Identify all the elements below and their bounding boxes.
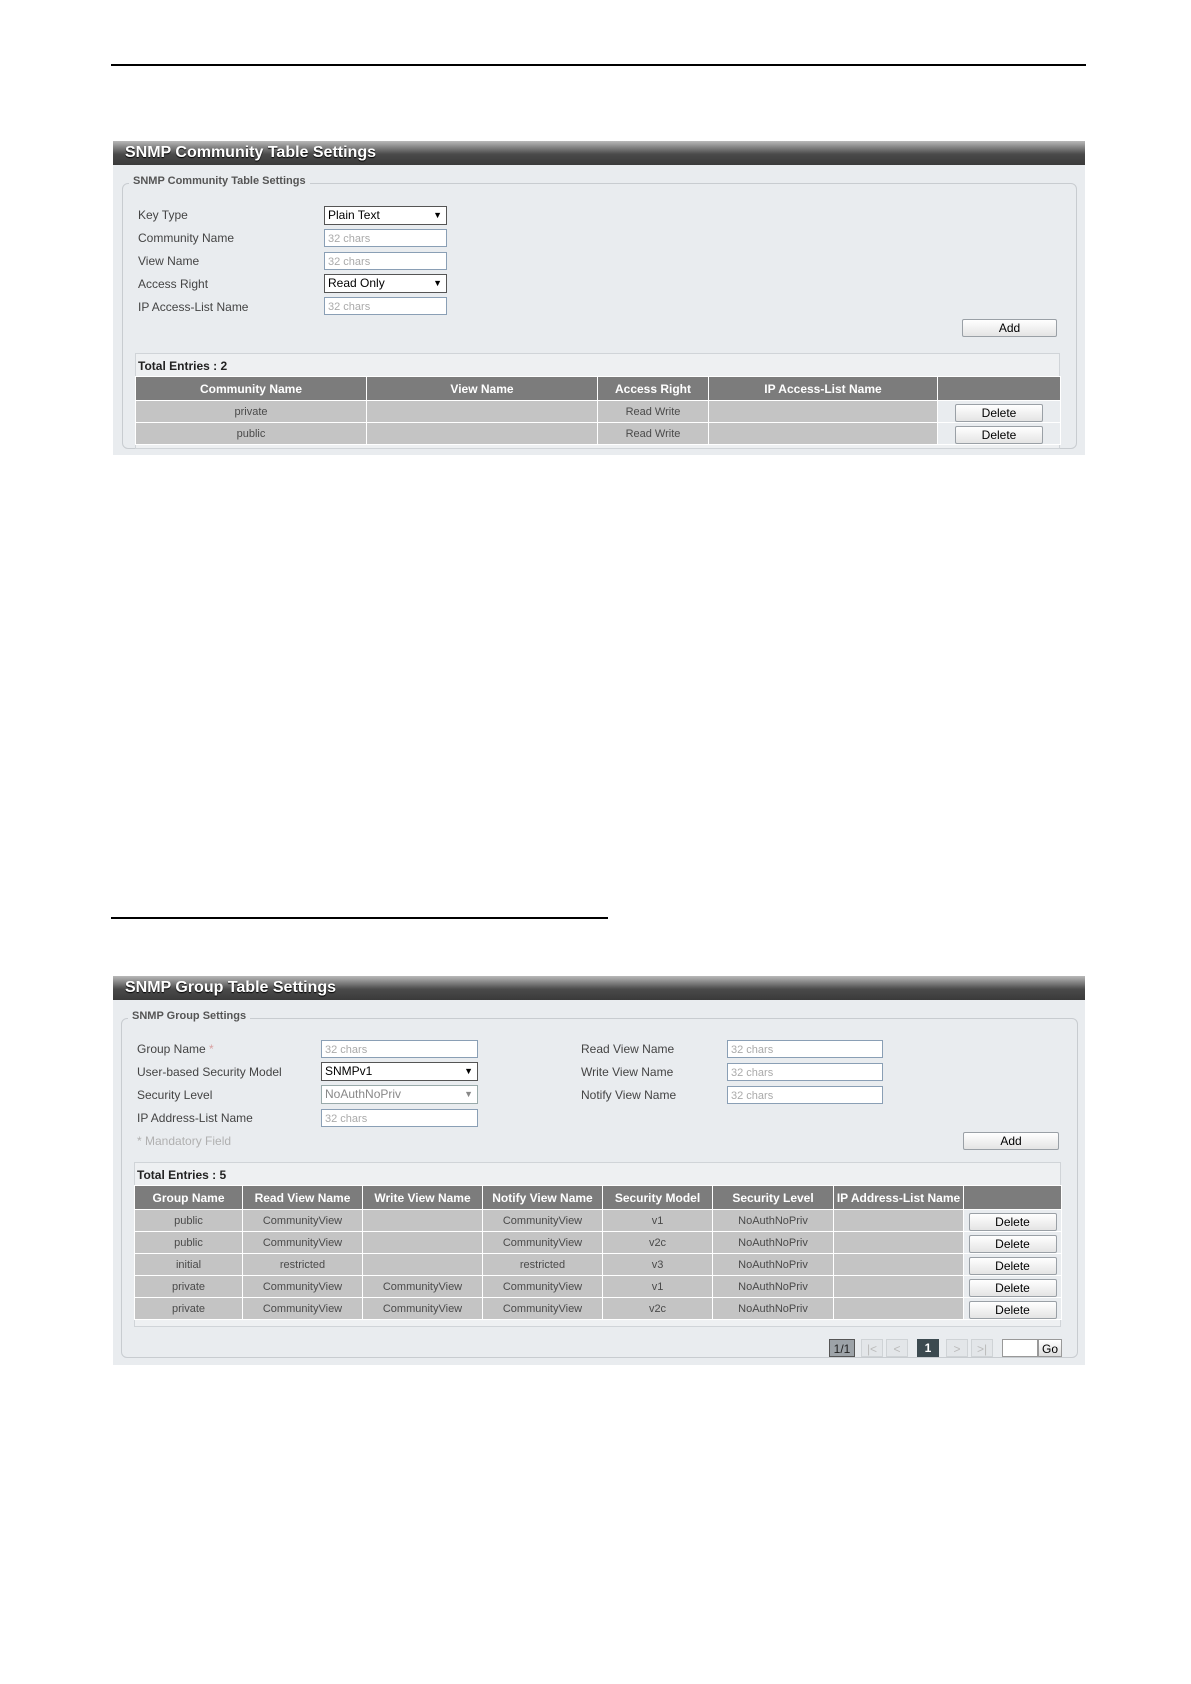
cell-read-view: restricted xyxy=(243,1254,363,1276)
pagination xyxy=(829,1339,1069,1357)
cell-action xyxy=(964,1298,1062,1320)
cell-access-right: Read Write xyxy=(598,423,709,445)
write-view-name-input[interactable]: 32 chars xyxy=(727,1063,883,1081)
cell-security-level: NoAuthNoPriv xyxy=(713,1254,834,1276)
column-header: Security Level xyxy=(713,1186,834,1210)
column-header: Security Model xyxy=(603,1186,713,1210)
chevron-down-icon: ▼ xyxy=(464,1089,473,1099)
group-add-button[interactable]: Add xyxy=(963,1132,1059,1150)
cell-notify-view: CommunityView xyxy=(483,1232,603,1254)
chevron-down-icon: ▼ xyxy=(433,210,442,220)
access-right-select[interactable] xyxy=(324,274,447,293)
read-view-name-input[interactable]: 32 chars xyxy=(727,1040,883,1058)
key-type-label: Key Type xyxy=(138,208,188,222)
column-header: View Name xyxy=(367,377,598,401)
cell-notify-view: CommunityView xyxy=(483,1298,603,1320)
cell-notify-view: restricted xyxy=(483,1254,603,1276)
cell-read-view: CommunityView xyxy=(243,1232,363,1254)
table-row xyxy=(136,401,1061,423)
group-total-entries: Total Entries : 5 xyxy=(137,1168,227,1182)
community-name-input[interactable]: 32 chars xyxy=(324,229,447,247)
mandatory-field-note: * Mandatory Field xyxy=(137,1134,232,1148)
key-type-value: Plain Text xyxy=(328,208,380,222)
cell-action xyxy=(938,401,1061,423)
page-info: 1/1 xyxy=(829,1339,855,1357)
community-name-label: Community Name xyxy=(138,231,235,245)
column-header: IP Address-List Name xyxy=(834,1186,964,1210)
cell-security-level: NoAuthNoPriv xyxy=(713,1210,834,1232)
cell-security-model: v3 xyxy=(603,1254,713,1276)
notify-view-name-input[interactable]: 32 chars xyxy=(727,1086,883,1104)
cell-write-view: CommunityView xyxy=(363,1276,483,1298)
column-header: IP Access-List Name xyxy=(709,377,938,401)
cell-security-model: v1 xyxy=(603,1276,713,1298)
cell-action xyxy=(964,1254,1062,1276)
ip-access-list-label: IP Access-List Name xyxy=(138,300,249,314)
column-header: Group Name xyxy=(135,1186,243,1210)
delete-button[interactable]: Delete xyxy=(969,1301,1057,1319)
next-page-button[interactable]: > xyxy=(946,1339,968,1357)
access-right-value: Read Only xyxy=(328,276,385,290)
read-view-name-label: Read View Name xyxy=(581,1042,675,1056)
snmp-group-panel xyxy=(113,976,1085,1365)
community-legend: SNMP Community Table Settings xyxy=(129,175,310,187)
ip-access-list-input[interactable]: 32 chars xyxy=(324,297,447,315)
last-page-button[interactable]: >| xyxy=(971,1339,993,1357)
usm-label: User-based Security Model xyxy=(137,1065,282,1079)
cell-ip-access-list xyxy=(709,423,938,445)
delete-button[interactable]: Delete xyxy=(969,1235,1057,1253)
cell-action xyxy=(964,1210,1062,1232)
delete-button[interactable]: Delete xyxy=(955,404,1043,422)
access-right-label: Access Right xyxy=(138,277,209,291)
community-table xyxy=(135,376,1061,445)
cell-action xyxy=(964,1232,1062,1254)
view-name-input[interactable]: 32 chars xyxy=(324,252,447,270)
delete-button[interactable]: Delete xyxy=(969,1257,1057,1275)
mandatory-star: * xyxy=(209,1042,214,1056)
group-name-label-text: Group Name xyxy=(137,1042,206,1056)
usm-value: SNMPv1 xyxy=(325,1064,373,1078)
cell-ip-address-list xyxy=(834,1254,964,1276)
security-level-select[interactable] xyxy=(321,1085,478,1104)
cell-view-name xyxy=(367,423,598,445)
cell-group-name: public xyxy=(135,1232,243,1254)
cell-security-level: NoAuthNoPriv xyxy=(713,1232,834,1254)
column-header xyxy=(964,1186,1062,1210)
community-add-button[interactable]: Add xyxy=(962,319,1057,337)
cell-action xyxy=(964,1276,1062,1298)
group-name-input[interactable]: 32 chars xyxy=(321,1040,478,1058)
table-row xyxy=(135,1276,1062,1298)
snmp-community-panel xyxy=(113,141,1085,455)
write-view-name-label: Write View Name xyxy=(581,1065,674,1079)
current-page-button[interactable]: 1 xyxy=(917,1339,939,1357)
chevron-down-icon: ▼ xyxy=(464,1066,473,1076)
chevron-down-icon: ▼ xyxy=(433,278,442,288)
cell-community-name: public xyxy=(136,423,367,445)
top-rule xyxy=(111,64,1086,66)
section-separator-rule xyxy=(111,917,608,919)
cell-group-name: private xyxy=(135,1276,243,1298)
table-row xyxy=(135,1254,1062,1276)
view-name-label: View Name xyxy=(138,254,200,268)
cell-security-model: v2c xyxy=(603,1298,713,1320)
column-header: Access Right xyxy=(598,377,709,401)
cell-ip-address-list xyxy=(834,1210,964,1232)
community-panel-title: SNMP Community Table Settings xyxy=(113,141,1085,165)
cell-group-name: public xyxy=(135,1210,243,1232)
cell-group-name: initial xyxy=(135,1254,243,1276)
table-row xyxy=(135,1232,1062,1254)
cell-write-view: CommunityView xyxy=(363,1298,483,1320)
column-header: Write View Name xyxy=(363,1186,483,1210)
column-header: Notify View Name xyxy=(483,1186,603,1210)
cell-ip-access-list xyxy=(709,401,938,423)
ip-address-list-label: IP Address-List Name xyxy=(137,1111,253,1125)
group-name-label xyxy=(137,1042,214,1056)
cell-read-view: CommunityView xyxy=(243,1298,363,1320)
notify-view-name-label: Notify View Name xyxy=(581,1088,677,1102)
table-row xyxy=(135,1210,1062,1232)
cell-security-model: v2c xyxy=(603,1232,713,1254)
cell-read-view: CommunityView xyxy=(243,1276,363,1298)
security-level-label: Security Level xyxy=(137,1088,213,1102)
key-type-select[interactable] xyxy=(324,206,447,225)
group-panel-title: SNMP Group Table Settings xyxy=(113,976,1085,1000)
cell-ip-address-list xyxy=(834,1276,964,1298)
group-table xyxy=(134,1185,1062,1320)
delete-button[interactable]: Delete xyxy=(969,1213,1057,1231)
community-total-entries: Total Entries : 2 xyxy=(138,359,228,373)
cell-community-name: private xyxy=(136,401,367,423)
cell-write-view xyxy=(363,1210,483,1232)
cell-security-level: NoAuthNoPriv xyxy=(713,1276,834,1298)
column-header xyxy=(938,377,1061,401)
page-number-input[interactable] xyxy=(1002,1339,1038,1357)
cell-action xyxy=(938,423,1061,445)
group-legend: SNMP Group Settings xyxy=(128,1010,250,1022)
table-row xyxy=(135,1298,1062,1320)
delete-button[interactable]: Delete xyxy=(955,426,1043,444)
cell-security-level: NoAuthNoPriv xyxy=(713,1298,834,1320)
cell-security-model: v1 xyxy=(603,1210,713,1232)
cell-notify-view: CommunityView xyxy=(483,1276,603,1298)
usm-select[interactable] xyxy=(321,1062,478,1081)
cell-write-view xyxy=(363,1254,483,1276)
table-row xyxy=(136,423,1061,445)
column-header: Read View Name xyxy=(243,1186,363,1210)
column-header: Community Name xyxy=(136,377,367,401)
cell-group-name: private xyxy=(135,1298,243,1320)
ip-address-list-input[interactable]: 32 chars xyxy=(321,1109,478,1127)
cell-ip-address-list xyxy=(834,1232,964,1254)
cell-view-name xyxy=(367,401,598,423)
cell-ip-address-list xyxy=(834,1298,964,1320)
security-level-value: NoAuthNoPriv xyxy=(325,1087,402,1101)
delete-button[interactable]: Delete xyxy=(969,1279,1057,1297)
cell-write-view xyxy=(363,1232,483,1254)
prev-page-button[interactable]: < xyxy=(886,1339,908,1357)
cell-notify-view: CommunityView xyxy=(483,1210,603,1232)
go-button[interactable]: Go xyxy=(1038,1339,1062,1357)
cell-read-view: CommunityView xyxy=(243,1210,363,1232)
cell-access-right: Read Write xyxy=(598,401,709,423)
first-page-button[interactable]: |< xyxy=(861,1339,883,1357)
